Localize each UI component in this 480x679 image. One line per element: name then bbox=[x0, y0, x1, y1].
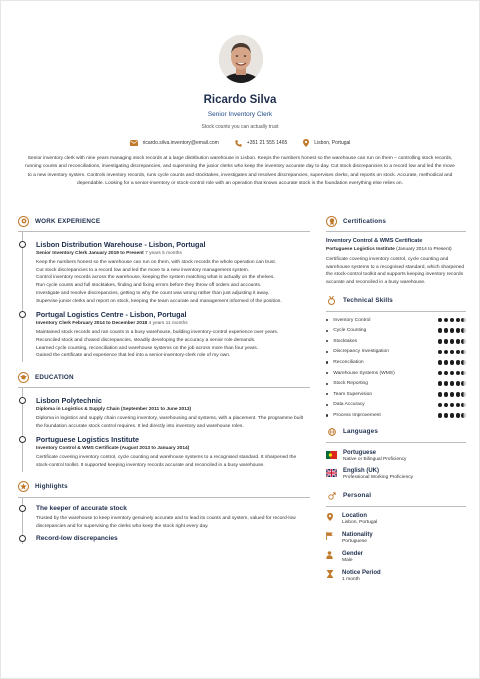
rating-dot bbox=[438, 318, 443, 323]
rating-dot bbox=[461, 371, 466, 376]
gender-symbol-icon bbox=[326, 492, 337, 500]
work-description bbox=[36, 259, 310, 305]
phone-icon bbox=[235, 140, 242, 147]
language-item bbox=[326, 468, 466, 480]
skill-rating bbox=[438, 350, 466, 355]
skill-rating bbox=[438, 328, 466, 333]
skill-rating bbox=[438, 392, 466, 397]
education-section bbox=[18, 371, 310, 472]
timeline-dot bbox=[19, 505, 26, 512]
language-name: Portuguese bbox=[343, 449, 377, 456]
skill-name: Warehouse Systems (WMS) bbox=[333, 370, 395, 376]
skill-item bbox=[326, 368, 466, 379]
work-line: Investigate and resolve discrepancies, getting to why the count was wrong rather than just adjusting it away. bbox=[36, 290, 270, 296]
work-entry bbox=[36, 310, 310, 360]
rating-dot bbox=[456, 413, 461, 418]
personal-item-gender bbox=[326, 551, 466, 563]
rating-dot bbox=[450, 371, 455, 376]
rating-dot bbox=[450, 360, 455, 365]
certification-name: Inventory Control & WMS Certificate bbox=[326, 238, 423, 244]
skill-item bbox=[326, 315, 466, 326]
personal-title: Personal bbox=[343, 492, 372, 500]
skill-item bbox=[326, 400, 466, 411]
rating-dot bbox=[450, 403, 455, 408]
skill-rating bbox=[438, 339, 466, 344]
medal-icon bbox=[326, 296, 337, 305]
left-column bbox=[18, 215, 310, 544]
skill-name: Inventory Control bbox=[333, 317, 371, 323]
section-divider bbox=[326, 506, 466, 507]
skill-rating bbox=[438, 360, 466, 365]
skill-label bbox=[326, 360, 364, 365]
personal-value: 1 month bbox=[342, 576, 360, 582]
work-entry bbox=[36, 240, 310, 305]
personal-label: Nationality bbox=[342, 531, 373, 538]
work-line: Keep the numbers honest so the warehouse can run on them, with stock records the whole operation can trust. bbox=[36, 260, 277, 265]
highlight-title: The keeper of accurate stock bbox=[36, 504, 127, 512]
skill-label bbox=[326, 413, 381, 418]
rating-dot bbox=[461, 350, 466, 355]
skill-item bbox=[326, 347, 466, 358]
rating-dot bbox=[438, 381, 443, 386]
rating-dot bbox=[461, 339, 466, 344]
skill-item bbox=[326, 410, 466, 421]
rating-dot bbox=[450, 413, 455, 418]
skill-rating bbox=[438, 403, 466, 408]
section-divider bbox=[326, 311, 466, 312]
rating-dot bbox=[456, 328, 461, 333]
skill-label bbox=[326, 381, 368, 386]
rating-dot bbox=[438, 339, 443, 344]
skill-name: Discrepancy Investigation bbox=[333, 349, 389, 355]
rating-dot bbox=[450, 350, 455, 355]
portugal-flag-icon bbox=[326, 451, 337, 459]
personal-section bbox=[326, 490, 466, 582]
language-name: English (UK) bbox=[343, 467, 379, 474]
bullet-icon bbox=[326, 351, 328, 353]
work-dates: January 2019 to Present bbox=[88, 251, 144, 256]
bullet-icon bbox=[326, 340, 328, 342]
rating-dot bbox=[456, 371, 461, 376]
bullet-icon bbox=[326, 383, 328, 385]
highlights-section bbox=[18, 481, 310, 544]
star-icon bbox=[18, 481, 29, 492]
rating-dot bbox=[461, 413, 466, 418]
skill-item bbox=[326, 378, 466, 389]
skill-name: Data Accuracy bbox=[333, 402, 365, 408]
work-line: Supervise junior clerks and report on stock, keeping the team accurate and management informed of the position. bbox=[36, 298, 282, 304]
rating-dot bbox=[444, 318, 449, 323]
timeline-dot bbox=[19, 311, 26, 318]
personal-item-notice-period bbox=[326, 570, 466, 582]
section-divider bbox=[326, 231, 466, 232]
personal-value: Portuguese bbox=[342, 538, 368, 544]
rating-dot bbox=[438, 328, 443, 333]
person-icon bbox=[326, 551, 333, 560]
education-school: Lisbon Polytechnic bbox=[36, 396, 102, 406]
skill-name: Stock Reporting bbox=[333, 381, 368, 387]
personal-value: Lisbon, Portugal bbox=[342, 519, 378, 525]
rating-dot bbox=[456, 403, 461, 408]
contact-bar bbox=[1, 139, 479, 147]
work-dates: February 2014 to December 2018 bbox=[72, 321, 148, 327]
certification-dates: (January 2014 to Present) bbox=[396, 247, 452, 252]
rating-dot bbox=[438, 413, 443, 418]
work-line: Control inventory records across the warehouse, keeping the system matching what is actually on the shelves. bbox=[36, 275, 275, 281]
personal-item-location bbox=[326, 513, 466, 525]
bullet-icon bbox=[326, 372, 328, 374]
timeline-dot bbox=[19, 241, 26, 248]
highlights-header bbox=[18, 481, 310, 493]
globe-icon bbox=[326, 428, 337, 436]
bullet-icon bbox=[326, 404, 328, 406]
rating-dot bbox=[444, 350, 449, 355]
skills-list bbox=[326, 315, 466, 421]
language-level: Native or Bilingual Proficiency bbox=[343, 456, 407, 462]
education-header bbox=[18, 371, 310, 383]
languages-section bbox=[326, 426, 466, 480]
rating-dot bbox=[450, 328, 455, 333]
skill-label bbox=[326, 371, 395, 376]
section-divider bbox=[326, 442, 466, 443]
rating-dot bbox=[456, 350, 461, 355]
rating-dot bbox=[461, 328, 466, 333]
languages-title: Languages bbox=[343, 428, 379, 436]
highlight-entry bbox=[36, 505, 310, 530]
highlights-title: Highlights bbox=[35, 483, 68, 491]
education-dates: (September 2011 to June 2013) bbox=[121, 407, 192, 413]
skill-name: Cycle Counting bbox=[333, 328, 367, 334]
certifications-header bbox=[326, 215, 466, 227]
education-description: Certificate covering inventory control, cycle counting and warehouse systems to a recognised standard. It sharpened the stock-control toolkit. It supported keeping inventory records accurate and reconciled in a busy warehouse. bbox=[36, 455, 297, 469]
bullet-icon bbox=[326, 330, 328, 332]
highlight-title: Record-low discrepancies bbox=[36, 535, 118, 543]
bullet-icon bbox=[326, 319, 328, 321]
rating-dot bbox=[444, 413, 449, 418]
rating-dot bbox=[438, 392, 443, 397]
work-experience-section bbox=[18, 215, 310, 362]
education-degree-name: Diploma in Logistics & Supply Chain bbox=[36, 407, 120, 413]
location-icon bbox=[326, 513, 333, 522]
skill-rating bbox=[438, 371, 466, 376]
work-company: Portugal Logistics Centre - Lisbon, Portugal bbox=[36, 310, 187, 320]
email-text: ricardo.silva.inventory@email.com bbox=[142, 140, 219, 146]
phone-text: +351 21 555 1465 bbox=[246, 140, 288, 146]
education-entry bbox=[36, 435, 310, 469]
rating-dot bbox=[461, 318, 466, 323]
certification-issuer bbox=[326, 246, 466, 253]
email-icon bbox=[130, 140, 138, 146]
rating-dot bbox=[444, 339, 449, 344]
rating-dot bbox=[444, 392, 449, 397]
work-line: Maintained stock records and ran counts in a busy warehouse, building inventory-control experience over years. bbox=[36, 330, 279, 336]
highlight-text: Trusted by the warehouse to keep inventory genuinely accurate and to lead its counts and system, valued for record-low discrepancies and for supervising the clerks who keep the stock right every day. bbox=[36, 515, 296, 529]
work-timeline bbox=[22, 232, 310, 362]
work-line: Cut stock discrepancies to a record low and led the move to a new inventory management system. bbox=[36, 267, 250, 273]
candidate-name: Ricardo Silva bbox=[203, 94, 277, 106]
skill-rating bbox=[438, 413, 466, 418]
work-line: Run cycle counts and full stocktakes, finding and fixing errors before they throw off orders and accounts. bbox=[36, 283, 262, 289]
profile-photo bbox=[219, 35, 263, 83]
candidate-tagline: Stock counts you can actually trust bbox=[201, 124, 279, 130]
bullet-icon bbox=[326, 361, 328, 363]
contact-location bbox=[303, 139, 350, 147]
work-experience-title: WORK EXPERIENCE bbox=[35, 217, 101, 225]
graduation-cap-icon bbox=[18, 372, 29, 383]
skill-label bbox=[326, 328, 366, 333]
work-description bbox=[36, 329, 310, 360]
timeline-dot bbox=[19, 436, 26, 443]
highlights-timeline bbox=[22, 498, 310, 544]
briefcase-icon bbox=[18, 216, 29, 227]
rating-dot bbox=[450, 339, 455, 344]
education-description: Diploma in logistics and supply chain covering inventory, warehousing and systems, with a placement. The programme built the foundation accurate stock control requires. It led directly into inventory and warehouse roles. bbox=[36, 416, 304, 429]
rating-dot bbox=[450, 392, 455, 397]
personal-label: Gender bbox=[342, 550, 364, 557]
rating-dot bbox=[444, 381, 449, 386]
education-timeline bbox=[22, 388, 310, 472]
work-company: Lisbon Distribution Warehouse - Lisbon, Portugal bbox=[36, 240, 206, 249]
rating-dot bbox=[456, 381, 461, 386]
education-school: Portuguese Logistics Institute bbox=[36, 435, 140, 445]
rating-dot bbox=[444, 360, 449, 365]
skill-name: Team Supervision bbox=[333, 391, 373, 397]
skill-item bbox=[326, 336, 466, 347]
work-position-title: Senior Inventory Clerk bbox=[36, 251, 88, 256]
rating-dot bbox=[450, 318, 455, 323]
location-text: Lisbon, Portugal bbox=[314, 140, 351, 146]
skill-item bbox=[326, 389, 466, 400]
education-degree bbox=[36, 446, 310, 451]
contact-email[interactable] bbox=[130, 139, 219, 147]
skill-name: Process Improvement bbox=[333, 412, 381, 418]
skill-label bbox=[326, 402, 365, 407]
rating-dot bbox=[444, 403, 449, 408]
certification-description: Certificate covering inventory control, cycle counting and warehouse systems to a recognised standard, which sharpened the stock-control toolkit and supports keeping inventory records accurate and reconciled in a busy warehouse. bbox=[326, 257, 465, 286]
timeline-dot bbox=[19, 535, 26, 542]
rating-dot bbox=[456, 392, 461, 397]
rating-dot bbox=[444, 371, 449, 376]
education-title: EDUCATION bbox=[35, 373, 74, 381]
rating-dot bbox=[456, 360, 461, 365]
work-line: Reconciled stock and chased discrepancies, steadily developing the accuracy a senior role demands. bbox=[36, 337, 256, 343]
personal-value: Male bbox=[342, 557, 353, 563]
skill-label bbox=[326, 349, 389, 354]
certifications-title: Certifications bbox=[343, 217, 387, 225]
highlight-entry bbox=[36, 535, 310, 542]
skills-section bbox=[326, 295, 466, 421]
rating-dot bbox=[444, 328, 449, 333]
personal-label: Notice Period bbox=[342, 569, 381, 576]
work-duration: 7 years 5 months bbox=[145, 251, 182, 256]
work-line: Gained the certificate and experience that led into a senior-inventory-clerk role of my own. bbox=[36, 353, 231, 359]
language-level: Professional Working Proficiency bbox=[343, 474, 414, 480]
language-item bbox=[326, 450, 466, 462]
rating-dot bbox=[461, 381, 466, 386]
skill-name: Stocktakes bbox=[333, 338, 358, 344]
personal-header bbox=[326, 490, 466, 502]
work-position-title: Inventory Clerk bbox=[36, 321, 71, 327]
rating-dot bbox=[456, 339, 461, 344]
rating-dot bbox=[461, 392, 466, 397]
certifications-section bbox=[326, 215, 466, 287]
rating-dot bbox=[461, 403, 466, 408]
contact-phone[interactable] bbox=[235, 139, 287, 147]
skill-label bbox=[326, 392, 372, 397]
work-duration: 4 years 11 months bbox=[148, 321, 188, 327]
timeline-dot bbox=[19, 397, 26, 404]
skill-label bbox=[326, 339, 357, 344]
personal-item-nationality bbox=[326, 532, 466, 544]
education-entry bbox=[36, 396, 310, 430]
work-position bbox=[36, 251, 310, 256]
education-degree bbox=[36, 407, 310, 412]
rating-dot bbox=[438, 371, 443, 376]
skill-item bbox=[326, 357, 466, 368]
flag-icon bbox=[326, 532, 333, 541]
work-position bbox=[36, 321, 310, 326]
work-line: Learned cycle counting, reconciliation and warehouse systems on the job across more than four years. bbox=[36, 345, 259, 351]
rating-dot bbox=[450, 381, 455, 386]
personal-label: Location bbox=[342, 512, 367, 519]
uk-flag-icon bbox=[326, 469, 337, 477]
bullet-icon bbox=[326, 393, 328, 395]
rating-dot bbox=[438, 360, 443, 365]
certificate-icon bbox=[326, 216, 337, 227]
education-degree-name: Inventory Control & WMS Certificate bbox=[36, 446, 119, 452]
certification-issuer-name: Portuguese Logistics Institute bbox=[326, 247, 395, 252]
skill-item bbox=[326, 325, 466, 336]
candidate-role: Senior Inventory Clerk bbox=[207, 111, 273, 118]
work-experience-header bbox=[18, 215, 310, 227]
skill-name: Reconciliation bbox=[333, 359, 364, 365]
right-column bbox=[326, 215, 466, 582]
skills-title: Technical Skills bbox=[343, 297, 393, 305]
rating-dot bbox=[438, 403, 443, 408]
rating-dot bbox=[456, 318, 461, 323]
profile-summary: Senior inventory clerk with nine years managing stock records at a large distribution warehouse in Lisbon. Keeps the numbers honest so the warehouse can run on them – controlling stock records, running counts and reconciliations, investigating discrepancies, and supervising the junior clerks who keep the inventory accurate day to day. Cut stock discrepancies to a record low and led the move to a new inventory system. Controls inventory records, runs cycle counts and stocktakes, investigates and resolves discrepancies, supervises clerks, and reports on stock. Accurate, methodical and dependable. Looking for a senior-inventory or stock-control role with an operation that knows accurate stock is the foundation everything else relies on. bbox=[25, 156, 455, 187]
skill-label bbox=[326, 318, 370, 323]
location-pin-icon bbox=[303, 139, 309, 147]
skill-rating bbox=[438, 381, 466, 386]
education-dates: (August 2013 to January 2014) bbox=[119, 446, 190, 452]
hourglass-icon bbox=[326, 570, 333, 579]
rating-dot bbox=[438, 350, 443, 355]
bullet-icon bbox=[326, 414, 328, 416]
languages-header bbox=[326, 426, 466, 438]
skills-header bbox=[326, 295, 466, 307]
skill-rating bbox=[438, 318, 466, 323]
rating-dot bbox=[461, 360, 466, 365]
